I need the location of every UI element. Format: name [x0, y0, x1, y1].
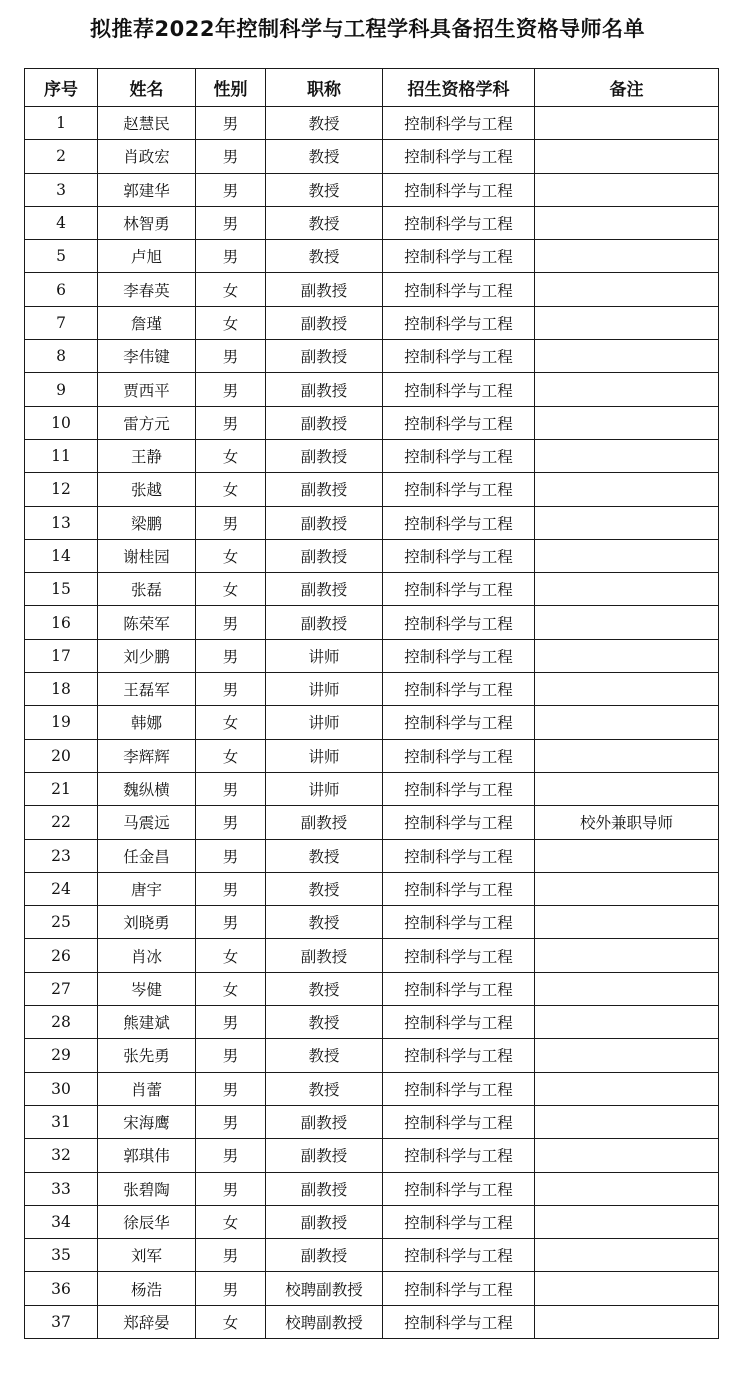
cell-name: 熊建斌: [98, 1006, 196, 1039]
cell-seq: 10: [25, 406, 98, 439]
cell-name: 李伟键: [98, 340, 196, 373]
cell-note: [535, 539, 719, 572]
table-row: [25, 240, 719, 273]
cell-subject: 控制科学与工程: [383, 806, 535, 839]
cell-title: 副教授: [266, 273, 383, 306]
cell-gender: 男: [196, 206, 266, 239]
cell-note: [535, 1305, 719, 1338]
cell-title: 教授: [266, 1006, 383, 1039]
table-row: [25, 739, 719, 772]
table-row: [25, 1239, 719, 1272]
header-gender: 性别: [196, 69, 266, 107]
cell-title: 教授: [266, 906, 383, 939]
cell-subject: 控制科学与工程: [383, 406, 535, 439]
cell-name: 岑健: [98, 972, 196, 1005]
cell-title: 副教授: [266, 606, 383, 639]
cell-gender: 男: [196, 872, 266, 905]
cell-subject: 控制科学与工程: [383, 639, 535, 672]
table-row: [25, 573, 719, 606]
cell-note: [535, 673, 719, 706]
cell-seq: 13: [25, 506, 98, 539]
cell-note: [535, 306, 719, 339]
table-row: [25, 706, 719, 739]
cell-seq: 20: [25, 739, 98, 772]
cell-note: [535, 273, 719, 306]
cell-subject: 控制科学与工程: [383, 206, 535, 239]
cell-title: 副教授: [266, 539, 383, 572]
table-row: [25, 1072, 719, 1105]
cell-note: [535, 772, 719, 805]
cell-gender: 女: [196, 972, 266, 1005]
table-row: [25, 473, 719, 506]
cell-name: 谢桂园: [98, 539, 196, 572]
cell-note: [535, 1039, 719, 1072]
cell-note: [535, 639, 719, 672]
cell-subject: 控制科学与工程: [383, 306, 535, 339]
cell-subject: 控制科学与工程: [383, 1172, 535, 1205]
cell-seq: 12: [25, 473, 98, 506]
cell-gender: 女: [196, 1205, 266, 1238]
cell-name: 刘少鹏: [98, 639, 196, 672]
cell-gender: 男: [196, 1006, 266, 1039]
cell-title: 教授: [266, 839, 383, 872]
cell-title: 副教授: [266, 306, 383, 339]
cell-gender: 女: [196, 1305, 266, 1338]
header-seq: 序号: [25, 69, 98, 107]
cell-gender: 男: [196, 1072, 266, 1105]
cell-name: 赵慧民: [98, 107, 196, 140]
cell-seq: 24: [25, 872, 98, 905]
cell-seq: 2: [25, 140, 98, 173]
table-row: [25, 340, 719, 373]
cell-name: 张磊: [98, 573, 196, 606]
table-row: [25, 673, 719, 706]
cell-seq: 3: [25, 173, 98, 206]
cell-name: 王磊军: [98, 673, 196, 706]
table-row: [25, 1205, 719, 1238]
cell-name: 徐辰华: [98, 1205, 196, 1238]
table-row: [25, 1039, 719, 1072]
cell-subject: 控制科学与工程: [383, 1039, 535, 1072]
cell-gender: 女: [196, 939, 266, 972]
cell-gender: 女: [196, 273, 266, 306]
cell-seq: 5: [25, 240, 98, 273]
cell-seq: 28: [25, 1006, 98, 1039]
cell-title: 教授: [266, 173, 383, 206]
cell-seq: 21: [25, 772, 98, 805]
table-row: [25, 872, 719, 905]
cell-name: 刘军: [98, 1239, 196, 1272]
header-note: 备注: [535, 69, 719, 107]
cell-gender: 男: [196, 673, 266, 706]
cell-title: 副教授: [266, 806, 383, 839]
cell-title: 教授: [266, 1072, 383, 1105]
table-row: [25, 373, 719, 406]
cell-note: [535, 906, 719, 939]
cell-note: [535, 140, 719, 173]
cell-note: [535, 1272, 719, 1305]
cell-subject: 控制科学与工程: [383, 972, 535, 1005]
cell-gender: 男: [196, 1139, 266, 1172]
cell-title: 副教授: [266, 1239, 383, 1272]
cell-gender: 女: [196, 539, 266, 572]
cell-seq: 8: [25, 340, 98, 373]
cell-title: 校聘副教授: [266, 1305, 383, 1338]
cell-name: 郭琪伟: [98, 1139, 196, 1172]
cell-gender: 男: [196, 140, 266, 173]
cell-name: 唐宇: [98, 872, 196, 905]
table-row: [25, 173, 719, 206]
cell-gender: 男: [196, 839, 266, 872]
cell-title: 教授: [266, 140, 383, 173]
cell-gender: 男: [196, 340, 266, 373]
cell-note: [535, 839, 719, 872]
cell-seq: 26: [25, 939, 98, 972]
cell-title: 副教授: [266, 340, 383, 373]
cell-seq: 30: [25, 1072, 98, 1105]
cell-title: 副教授: [266, 1139, 383, 1172]
table-row: [25, 1172, 719, 1205]
cell-name: 肖冰: [98, 939, 196, 972]
cell-note: [535, 606, 719, 639]
table-row: [25, 772, 719, 805]
cell-seq: 19: [25, 706, 98, 739]
cell-subject: 控制科学与工程: [383, 340, 535, 373]
cell-subject: 控制科学与工程: [383, 706, 535, 739]
cell-title: 校聘副教授: [266, 1272, 383, 1305]
cell-title: 教授: [266, 1039, 383, 1072]
cell-subject: 控制科学与工程: [383, 906, 535, 939]
cell-note: [535, 173, 719, 206]
cell-subject: 控制科学与工程: [383, 439, 535, 472]
table-row: [25, 1272, 719, 1305]
cell-subject: 控制科学与工程: [383, 473, 535, 506]
cell-note: [535, 1006, 719, 1039]
cell-gender: 男: [196, 373, 266, 406]
cell-seq: 25: [25, 906, 98, 939]
table-row: [25, 1006, 719, 1039]
table-row: [25, 506, 719, 539]
cell-gender: 女: [196, 573, 266, 606]
cell-seq: 1: [25, 107, 98, 140]
cell-seq: 6: [25, 273, 98, 306]
cell-seq: 34: [25, 1205, 98, 1238]
cell-seq: 22: [25, 806, 98, 839]
cell-subject: 控制科学与工程: [383, 107, 535, 140]
cell-seq: 15: [25, 573, 98, 606]
cell-seq: 16: [25, 606, 98, 639]
cell-name: 陈荣军: [98, 606, 196, 639]
cell-subject: 控制科学与工程: [383, 273, 535, 306]
cell-title: 教授: [266, 240, 383, 273]
cell-note: [535, 1239, 719, 1272]
cell-name: 林智勇: [98, 206, 196, 239]
table-row: [25, 206, 719, 239]
cell-note: [535, 240, 719, 273]
page-title: 拟推荐2022年控制科学与工程学科具备招生资格导师名单: [90, 17, 645, 41]
cell-title: 讲师: [266, 639, 383, 672]
table-body: [25, 107, 719, 1339]
cell-note: [535, 972, 719, 1005]
cell-name: 贾西平: [98, 373, 196, 406]
cell-name: 韩娜: [98, 706, 196, 739]
table-row: [25, 906, 719, 939]
table-row: [25, 107, 719, 140]
cell-name: 任金昌: [98, 839, 196, 872]
cell-title: 教授: [266, 872, 383, 905]
cell-subject: 控制科学与工程: [383, 1305, 535, 1338]
cell-gender: 女: [196, 473, 266, 506]
table-row: [25, 306, 719, 339]
cell-gender: 男: [196, 639, 266, 672]
cell-name: 魏纵横: [98, 772, 196, 805]
table-row: [25, 939, 719, 972]
cell-note: [535, 340, 719, 373]
table-header-row: [25, 69, 719, 107]
cell-name: 马震远: [98, 806, 196, 839]
cell-note: [535, 1105, 719, 1138]
cell-note: [535, 373, 719, 406]
cell-name: 王静: [98, 439, 196, 472]
cell-subject: 控制科学与工程: [383, 839, 535, 872]
cell-name: 郑辞晏: [98, 1305, 196, 1338]
cell-gender: 男: [196, 506, 266, 539]
cell-title: 讲师: [266, 706, 383, 739]
cell-title: 讲师: [266, 739, 383, 772]
cell-subject: 控制科学与工程: [383, 1239, 535, 1272]
cell-name: 郭建华: [98, 173, 196, 206]
cell-gender: 男: [196, 1272, 266, 1305]
cell-title: 副教授: [266, 373, 383, 406]
cell-subject: 控制科学与工程: [383, 1272, 535, 1305]
cell-note: [535, 107, 719, 140]
cell-note: [535, 506, 719, 539]
cell-title: 副教授: [266, 1105, 383, 1138]
cell-subject: 控制科学与工程: [383, 240, 535, 273]
cell-subject: 控制科学与工程: [383, 539, 535, 572]
cell-seq: 33: [25, 1172, 98, 1205]
cell-subject: 控制科学与工程: [383, 673, 535, 706]
cell-gender: 女: [196, 439, 266, 472]
cell-name: 雷方元: [98, 406, 196, 439]
table-row: [25, 806, 719, 839]
cell-name: 宋海鹰: [98, 1105, 196, 1138]
cell-seq: 14: [25, 539, 98, 572]
table-row: [25, 839, 719, 872]
cell-note: [535, 739, 719, 772]
cell-seq: 27: [25, 972, 98, 1005]
cell-gender: 男: [196, 906, 266, 939]
cell-title: 副教授: [266, 939, 383, 972]
cell-gender: 男: [196, 240, 266, 273]
cell-title: 教授: [266, 206, 383, 239]
cell-note: [535, 406, 719, 439]
cell-gender: 男: [196, 1239, 266, 1272]
cell-note: [535, 573, 719, 606]
cell-title: 讲师: [266, 673, 383, 706]
header-title: 职称: [266, 69, 383, 107]
cell-subject: 控制科学与工程: [383, 872, 535, 905]
cell-gender: 男: [196, 1105, 266, 1138]
cell-title: 副教授: [266, 473, 383, 506]
cell-name: 肖政宏: [98, 140, 196, 173]
header-name: 姓名: [98, 69, 196, 107]
header-subject: 招生资格学科: [383, 69, 535, 107]
cell-name: 张先勇: [98, 1039, 196, 1072]
cell-title: 副教授: [266, 1205, 383, 1238]
cell-note: [535, 1139, 719, 1172]
cell-subject: 控制科学与工程: [383, 506, 535, 539]
table-row: [25, 539, 719, 572]
cell-seq: 9: [25, 373, 98, 406]
cell-name: 梁鹏: [98, 506, 196, 539]
cell-note: [535, 1172, 719, 1205]
table-row: [25, 639, 719, 672]
cell-note: [535, 706, 719, 739]
cell-seq: 4: [25, 206, 98, 239]
cell-title: 教授: [266, 107, 383, 140]
cell-name: 肖蕾: [98, 1072, 196, 1105]
cell-gender: 男: [196, 107, 266, 140]
cell-title: 副教授: [266, 406, 383, 439]
cell-gender: 男: [196, 406, 266, 439]
cell-note: [535, 872, 719, 905]
cell-title: 教授: [266, 972, 383, 1005]
cell-title: 副教授: [266, 439, 383, 472]
cell-seq: 7: [25, 306, 98, 339]
cell-seq: 11: [25, 439, 98, 472]
cell-subject: 控制科学与工程: [383, 373, 535, 406]
cell-subject: 控制科学与工程: [383, 1006, 535, 1039]
cell-title: 讲师: [266, 772, 383, 805]
cell-note: 校外兼职导师: [535, 806, 719, 839]
cell-name: 卢旭: [98, 240, 196, 273]
cell-seq: 32: [25, 1139, 98, 1172]
cell-subject: 控制科学与工程: [383, 739, 535, 772]
cell-name: 李辉辉: [98, 739, 196, 772]
cell-seq: 36: [25, 1272, 98, 1305]
table-row: [25, 439, 719, 472]
table-row: [25, 273, 719, 306]
cell-name: 李春英: [98, 273, 196, 306]
cell-subject: 控制科学与工程: [383, 1072, 535, 1105]
cell-name: 刘晓勇: [98, 906, 196, 939]
cell-subject: 控制科学与工程: [383, 1105, 535, 1138]
cell-note: [535, 206, 719, 239]
cell-subject: 控制科学与工程: [383, 573, 535, 606]
cell-subject: 控制科学与工程: [383, 173, 535, 206]
cell-seq: 23: [25, 839, 98, 872]
table-row: [25, 1139, 719, 1172]
table-row: [25, 606, 719, 639]
cell-subject: 控制科学与工程: [383, 140, 535, 173]
cell-gender: 男: [196, 173, 266, 206]
table-row: [25, 972, 719, 1005]
cell-title: 副教授: [266, 573, 383, 606]
cell-note: [535, 473, 719, 506]
table-row: [25, 1105, 719, 1138]
cell-subject: 控制科学与工程: [383, 1139, 535, 1172]
cell-title: 副教授: [266, 1172, 383, 1205]
table-row: [25, 1305, 719, 1338]
cell-note: [535, 1205, 719, 1238]
cell-note: [535, 939, 719, 972]
cell-seq: 31: [25, 1105, 98, 1138]
cell-gender: 男: [196, 606, 266, 639]
cell-name: 杨浩: [98, 1272, 196, 1305]
cell-subject: 控制科学与工程: [383, 939, 535, 972]
cell-gender: 男: [196, 1039, 266, 1072]
cell-seq: 18: [25, 673, 98, 706]
cell-gender: 女: [196, 739, 266, 772]
cell-seq: 29: [25, 1039, 98, 1072]
cell-gender: 女: [196, 706, 266, 739]
cell-subject: 控制科学与工程: [383, 772, 535, 805]
cell-name: 张碧陶: [98, 1172, 196, 1205]
cell-gender: 男: [196, 772, 266, 805]
table-row: [25, 406, 719, 439]
cell-seq: 37: [25, 1305, 98, 1338]
cell-subject: 控制科学与工程: [383, 1205, 535, 1238]
cell-note: [535, 439, 719, 472]
cell-gender: 女: [196, 306, 266, 339]
cell-subject: 控制科学与工程: [383, 606, 535, 639]
cell-name: 张越: [98, 473, 196, 506]
cell-note: [535, 1072, 719, 1105]
cell-seq: 35: [25, 1239, 98, 1272]
cell-title: 副教授: [266, 506, 383, 539]
cell-seq: 17: [25, 639, 98, 672]
cell-gender: 男: [196, 806, 266, 839]
table-row: [25, 140, 719, 173]
cell-gender: 男: [196, 1172, 266, 1205]
supervisor-table: [24, 68, 719, 1339]
cell-name: 詹瑾: [98, 306, 196, 339]
